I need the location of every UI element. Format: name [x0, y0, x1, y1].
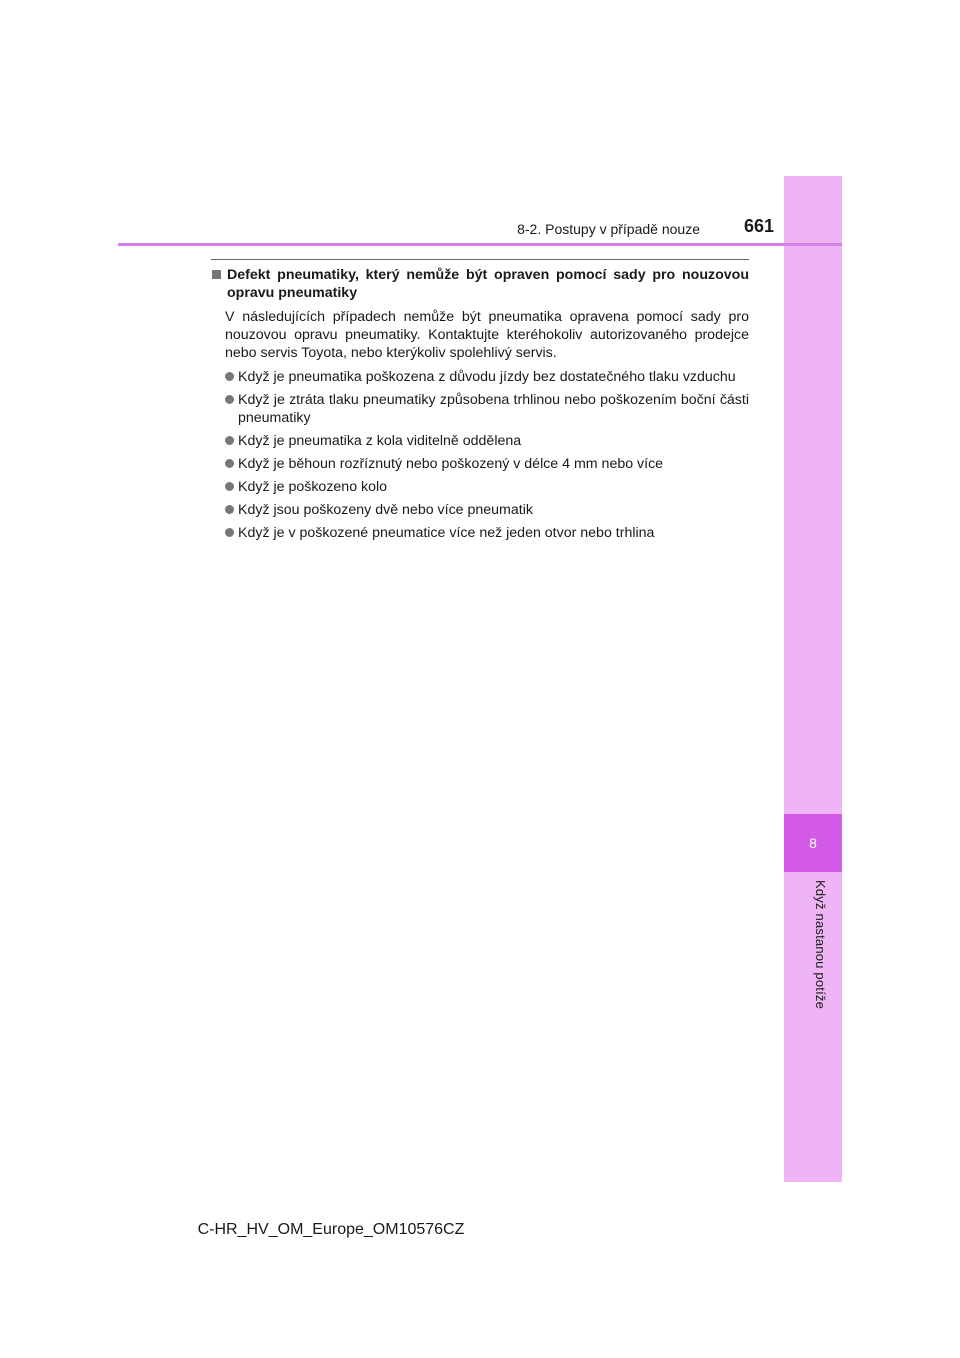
topic-heading	[212, 266, 749, 302]
bullet-dot-icon	[225, 372, 234, 381]
bullet-dot-icon	[225, 459, 234, 468]
bullet-dot-icon	[225, 436, 234, 445]
bullet-dot-icon	[225, 528, 234, 537]
list-item: Když je běhoun rozříznutý nebo poškozený v délce 4 mm nebo více	[225, 455, 749, 473]
intro-paragraph: V následujících případech nemůže být pneumatika opravena pomocí sady pro nouzovou opravu pneumatiky. Kontaktujte kteréhokoliv autorizovaného prodejce nebo servis Toyota, nebo kterýkoliv spolehlivý servis.	[225, 309, 749, 361]
footer-document-code: C-HR_HV_OM_Europe_OM10576CZ	[197, 1221, 465, 1238]
bullet-dot-icon	[225, 482, 234, 491]
topic-divider	[211, 259, 749, 260]
list-item: Když je poškozeno kolo	[225, 478, 749, 496]
list-item: Když je pneumatika z kola viditelně oddělena	[225, 432, 749, 450]
chapter-number: 8	[809, 835, 817, 851]
list-item: Když je v poškozené pneumatice více než jeden otvor nebo trhlina	[225, 524, 749, 542]
bullet-list	[212, 368, 749, 542]
page-number: 661	[743, 216, 774, 236]
header-divider	[118, 243, 842, 246]
square-bullet-icon	[212, 270, 221, 279]
list-item: Když je ztráta tlaku pneumatiky způsobena trhlinou nebo poškozením boční části pneumatiky	[225, 391, 749, 427]
chapter-number-box	[784, 814, 842, 872]
topic-heading-text: Defekt pneumatiky, který nemůže být opraven pomocí sady pro nouzovou opravu pneumatiky	[227, 267, 749, 301]
header-section-title: 8-2. Postupy v případě nouze	[517, 221, 700, 237]
bullet-dot-icon	[225, 395, 234, 404]
main-content	[212, 266, 749, 547]
bullet-dot-icon	[225, 505, 234, 514]
side-tab	[784, 176, 842, 1182]
chapter-title: Když nastanou potíže	[813, 880, 828, 1010]
list-item: Když je pneumatika poškozena z důvodu jízdy bez dostatečného tlaku vzduchu	[225, 368, 749, 386]
list-item: Když jsou poškozeny dvě nebo více pneumatik	[225, 501, 749, 519]
